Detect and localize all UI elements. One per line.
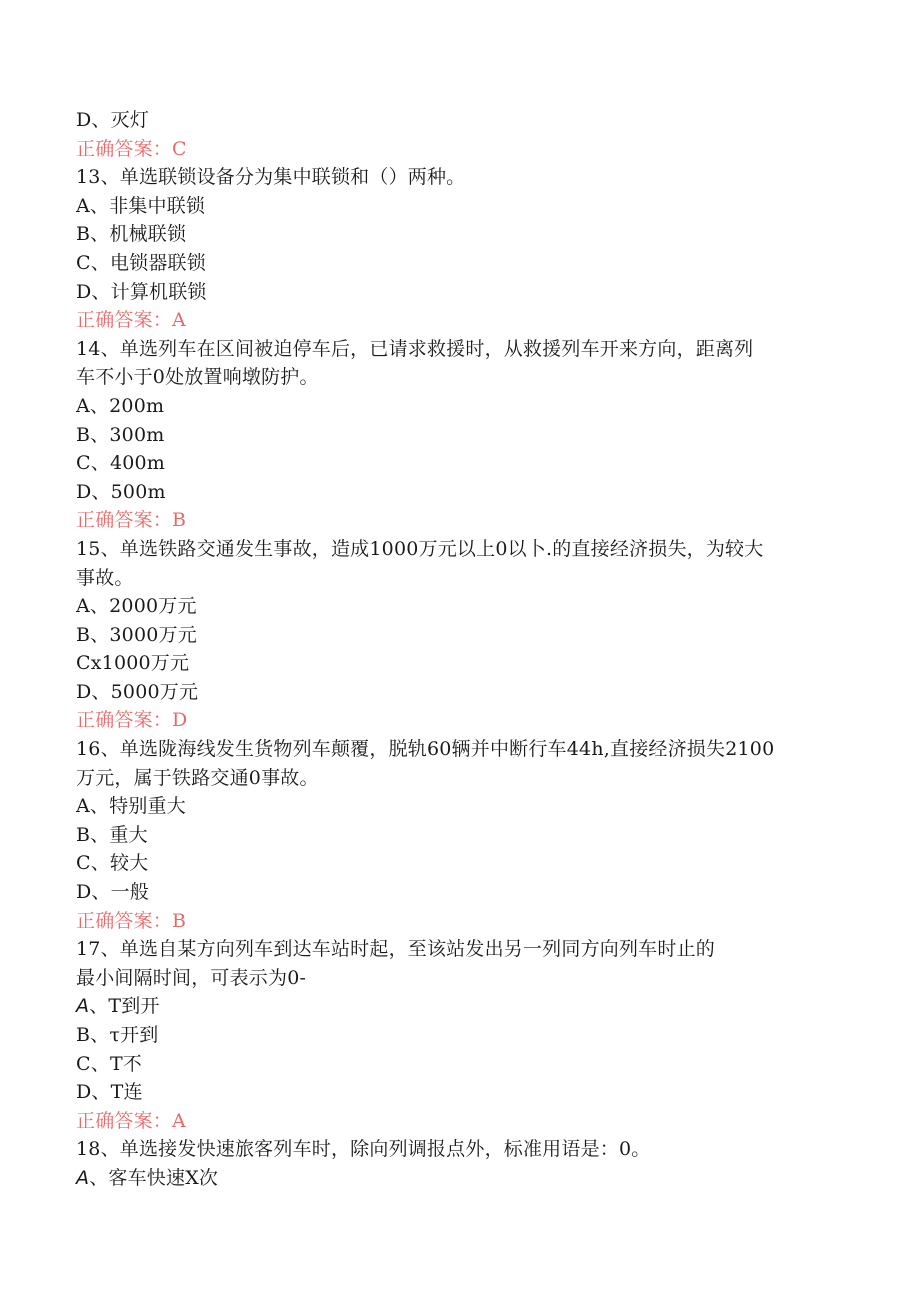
option-c-q15: Cx1000万元: [76, 652, 190, 675]
answer-q15: [76, 706, 846, 735]
option-b-q17: B、τ开到: [76, 1024, 159, 1046]
answer-value: B: [172, 509, 187, 532]
option-c-q16: C、较大: [76, 852, 149, 875]
answer-label: 正确答案：: [76, 909, 173, 932]
option-a-q13: A、非集中联锁: [76, 194, 206, 217]
option-a-q15: A、2000万元: [76, 595, 197, 618]
option-c-q13: C、电锁器联锁: [76, 251, 206, 274]
answer-label: 正确答案：: [76, 509, 173, 532]
answer-q17: [76, 1107, 846, 1136]
option-a-q18: [76, 1164, 846, 1193]
answer-value: B: [172, 909, 187, 932]
option-c-q17: C、T不: [76, 1052, 143, 1075]
question-14-line1: 14、单选列车在区间被迫停车后，已请求救援时，从救援列车开来方向，距离列: [76, 337, 754, 360]
option-c-q14: C、400m: [76, 452, 166, 475]
option-d-q13: D、计算机联锁: [76, 280, 207, 303]
question-14-line2: 车不小于0处放置响墩防护。: [76, 366, 319, 389]
answer-value: C: [172, 137, 187, 160]
answer-label: 正确答案：: [76, 709, 173, 732]
option-d-q16: D、一般: [76, 881, 150, 904]
option-d-q12: D、灭灯: [76, 109, 150, 131]
option-letter: A: [76, 1166, 90, 1189]
option-a-q17: [76, 992, 846, 1021]
answer-value: A: [172, 309, 186, 332]
answer-q14: [76, 506, 846, 535]
option-text: 、客车快速X次: [89, 1166, 219, 1189]
question-17-line2: 最小间隔时间，可表示为0-: [76, 966, 307, 989]
option-b-q15: B、3000万元: [76, 623, 197, 646]
answer-value: D: [172, 709, 188, 732]
question-18: 18、单选接发快速旅客列车时，除向列调报点外，标准用语是：0。: [76, 1138, 651, 1161]
question-13: 13、单选联锁设备分为集中联锁和（）两种。: [76, 166, 466, 189]
option-b-q16: B、重大: [76, 823, 148, 846]
option-a-q14: A、200m: [76, 394, 165, 417]
option-a-q16: A、特别重大: [76, 795, 186, 818]
answer-q12: [76, 135, 846, 164]
answer-q16: [76, 907, 846, 936]
document-page: [76, 106, 846, 1193]
answer-label: 正确答案：: [76, 309, 173, 332]
option-text: 、T到开: [89, 995, 160, 1018]
answer-q13: [76, 306, 846, 335]
option-b-q13: B、机械联锁: [76, 223, 187, 246]
option-b-q14: B、300m: [76, 423, 165, 446]
question-15-line2: 事故。: [76, 566, 134, 589]
option-letter: A: [76, 995, 90, 1018]
question-15-line1: 15、单选铁路交通发生事故，造成1000万元以上0以卜.的直接经济损失，为较大: [76, 537, 764, 560]
option-d-q14: D、500m: [76, 480, 166, 503]
question-16-line1: 16、单选陇海线发生货物列车颠覆，脱轨60辆并中断行车44h,直接经济损失2100: [76, 738, 775, 761]
option-d-q15: D、5000万元: [76, 680, 199, 703]
answer-label: 正确答案：: [76, 1109, 173, 1132]
question-17-line1: 17、单选自某方向列车到达车站时起，至该站发出另一列同方向列车时止的: [76, 938, 715, 961]
question-16-line2: 万元，属于铁路交通0事故。: [76, 766, 319, 789]
answer-label: 正确答案：: [76, 137, 173, 160]
answer-value: A: [172, 1109, 186, 1132]
option-d-q17: D、T连: [76, 1081, 143, 1104]
